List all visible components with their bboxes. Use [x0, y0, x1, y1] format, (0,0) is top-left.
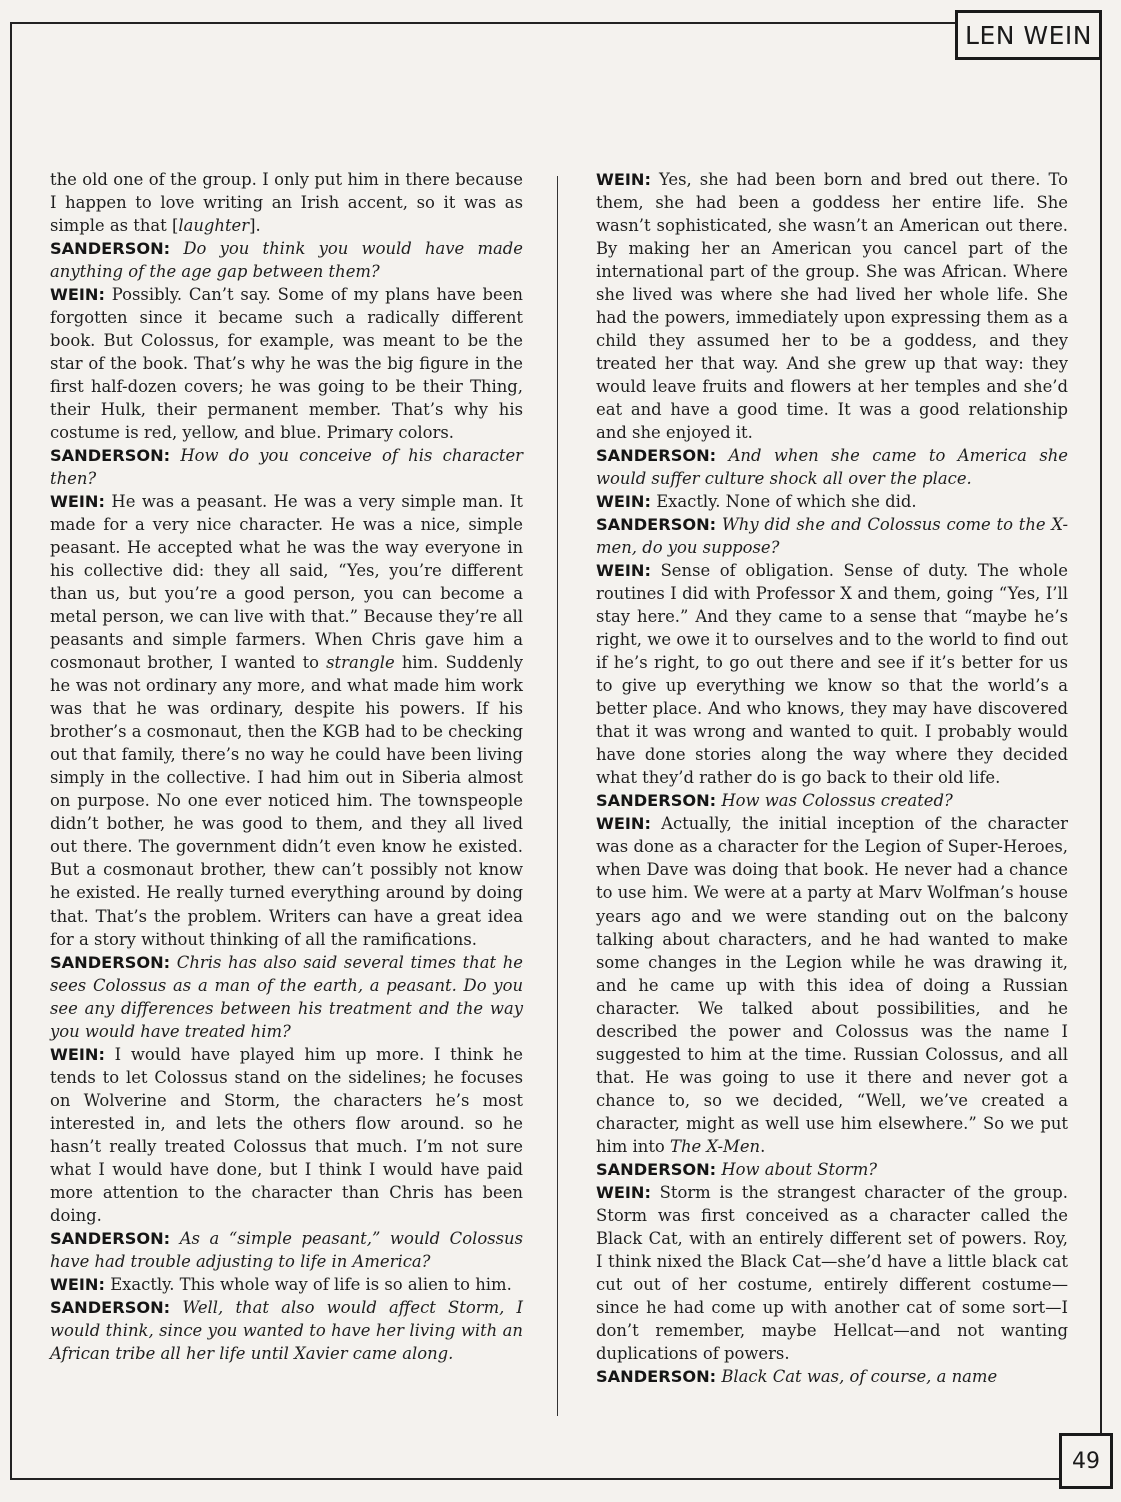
- speaker-label: WEIN:: [596, 561, 651, 581]
- answer-text: .: [760, 1136, 766, 1156]
- speaker-label: SANDERSON:: [596, 1159, 717, 1179]
- question-text: How about Storm?: [721, 1159, 878, 1179]
- question-paragraph: [50, 1296, 523, 1365]
- frame-right-line: [1100, 60, 1102, 1434]
- answer-paragraph: [50, 283, 523, 444]
- question-paragraph: [50, 237, 523, 283]
- speaker-label: WEIN:: [50, 492, 105, 512]
- speaker-label: SANDERSON:: [50, 1297, 171, 1317]
- question-paragraph: [596, 444, 1068, 490]
- answer-paragraph: [596, 812, 1068, 1157]
- answer-text: ].: [249, 216, 261, 236]
- speaker-label: WEIN:: [596, 1182, 651, 1202]
- emphasis-text: strangle: [326, 653, 395, 673]
- answer-text: Possibly. Can’t say. Some of my plans have been forgotten since it became such a radically different book. But Colossus, for example, was meant to be the star of the book. That’s why he was the big figure in the first half-dozen covers; he was going to be their Thing, their Hulk, their permanent member. That’s why his costume is red, yellow, and blue. Primary colors.: [50, 285, 523, 443]
- speaker-label: WEIN:: [596, 814, 651, 834]
- answer-text: the old one of the group. I only put him in there because I happen to love writing an Irish accent, so it was as simple as that [: [50, 170, 523, 236]
- question-paragraph: [596, 513, 1068, 559]
- question-paragraph: [596, 1158, 1068, 1181]
- question-paragraph: [50, 951, 523, 1043]
- frame-bottom-line: [10, 1478, 1060, 1480]
- question-text: And when she came to America she would suffer culture shock all over the place.: [596, 446, 1068, 489]
- speaker-label: WEIN:: [596, 492, 651, 512]
- question-paragraph: [50, 1227, 523, 1273]
- question-text: Do you think you would have made anything of the age gap between them?: [50, 239, 523, 282]
- frame-left-line: [10, 22, 12, 1480]
- answer-paragraph: [596, 490, 1068, 513]
- answer-paragraph: [596, 559, 1068, 789]
- question-paragraph: [50, 444, 523, 490]
- emphasis-text: laughter: [178, 216, 250, 236]
- answer-paragraph: [50, 1273, 523, 1296]
- question-text: Well, that also would affect Storm, I would think, since you wanted to have her living with an African tribe all her life until Xavier came along.: [50, 1297, 523, 1363]
- speaker-label: SANDERSON:: [596, 791, 717, 811]
- answer-paragraph: [596, 1181, 1068, 1365]
- answer-text: Exactly. This whole way of life is so alien to him.: [110, 1274, 512, 1294]
- answer-text: I would have played him up more. I think he tends to let Colossus stand on the sidelines; he focuses on Wolverine and Storm, the characters he’s most interested in, and lets the others flow around. so he hasn’t really treated Colossus that much. I’m not sure what I would have done, but I think I would have paid more attention to the character than Chris has been doing.: [50, 1044, 523, 1225]
- page-number: 49: [1072, 1448, 1100, 1474]
- column-divider: [557, 176, 558, 1416]
- page-number-box: [1059, 1433, 1113, 1489]
- speaker-label: SANDERSON:: [596, 515, 717, 535]
- speaker-label: WEIN:: [50, 1274, 105, 1294]
- emphasis-text: The X-Men: [670, 1136, 761, 1156]
- answer-text: Yes, she had been born and bred out there. To them, she had been a goddess her entire life. She wasn’t sophisticated, she wasn’t an American out there. By making her an American you cancel part of the international part of the group. She was African. Where she lived was where she had lived her whole life. She had the powers, immediately upon expressing them as a child they assumed her to be a goddess, and they treated her that way. And she grew up that way: they would leave fruits and flowers at her temples and she’d eat and have a good time. It was a good relationship and she enjoyed it.: [596, 170, 1068, 443]
- speaker-label: SANDERSON:: [596, 1366, 717, 1386]
- question-text: Chris has also said several times that he sees Colossus as a man of the earth, a peasant. Do you see any differences between his treatment and the way you would have treated him?: [50, 952, 524, 1041]
- answer-text: Exactly. None of which she did.: [656, 492, 917, 512]
- question-text: How was Colossus created?: [721, 791, 953, 811]
- frame-top-line: [10, 22, 956, 24]
- question-text: How do you conceive of his character then?: [50, 446, 523, 489]
- speaker-label: SANDERSON:: [596, 446, 717, 466]
- speaker-label: SANDERSON:: [50, 239, 171, 259]
- question-paragraph: [596, 789, 1068, 812]
- speaker-label: SANDERSON:: [50, 1228, 171, 1248]
- text-paragraph: [50, 168, 523, 237]
- answer-paragraph: [596, 168, 1068, 444]
- speaker-label: SANDERSON:: [50, 952, 171, 972]
- answer-text: him. Suddenly he was not ordinary any more, and what made him work was that he was ordinary, despite his powers. If his brother’s a cosmonaut, then the KGB had to be checking out that family, there’s no way he could have been living simply in the collective. I had him out in Siberia almost on purpose. No one ever noticed him. The townspeople didn’t bother, he was good to them, and they all lived out there. The government didn’t even know he existed. But a cosmonaut brother, thew can’t possibly not know he existed. He really turned everything around by doing that. That’s the problem. Writers can have a great idea for a story without thinking of all the ramifications.: [50, 653, 524, 949]
- speaker-label: WEIN:: [50, 1044, 105, 1064]
- author-name: LEN WEIN: [965, 20, 1092, 50]
- question-text: Why did she and Colossus come to the X-men, do you suppose?: [596, 515, 1068, 558]
- answer-text: Actually, the initial inception of the character was done as a character for the Legion of Super-Heroes, when Dave was doing that book. He never had a chance to use him. We were at a party at Marv Wolfman’s house years ago and we were standing out on the balcony talking about characters, and he had wanted to make some changes in the Legion while he was drawing it, and he came up with this idea of doing a Russian character. We talked about possibilities, and he described the power and Colossus was the name I suggested to him at the time. Russian Colossus, and all that. He was going to use it there and never got a chance to, so we decided, “Well, we’ve created a character, might as well use him elsewhere.” So we put him into: [596, 814, 1068, 1156]
- answer-text: Storm is the strangest character of the group. Storm was first conceived as a character called the Black Cat, with an entirely different set of powers. Roy, I think nixed the Black Cat—she’d have a little black cat cut out of her costume, entirely different costume—since he had come up with another cat of some sort—I don’t remember, maybe Hellcat—and not wanting duplications of powers.: [596, 1182, 1068, 1363]
- question-paragraph: [596, 1365, 1068, 1388]
- speaker-label: WEIN:: [50, 285, 105, 305]
- right-column: [596, 168, 1068, 1388]
- question-text: Black Cat was, of course, a name: [721, 1366, 998, 1386]
- answer-paragraph: [50, 1043, 523, 1227]
- answer-text: He was a peasant. He was a very simple man. It made for a very nice character. He was a nice, simple peasant. He accepted what he was the way everyone in his collective did: they all said, “Yes, you’re different than us, but you’re a good person, you can become a metal person, we can live with that.” Because they’re all peasants and simple farmers. When Chris gave him a cosmonaut brother, I wanted to: [50, 492, 523, 673]
- answer-text: Sense of obligation. Sense of duty. The whole routines I did with Professor X and them, going “Yes, I’ll stay here.” And they came to a sense that “maybe he’s right, we owe it to ourselves and to the world to find out if he’s right, to go out there and see if it’s better for us to give up everything we know so that the world’s a better place. And who knows, they may have discovered that it was wrong and wanted to quit. I probably would have done stories along the way where they decided what they’d rather do is go back to their old life.: [596, 561, 1068, 788]
- answer-paragraph: [50, 490, 523, 950]
- speaker-label: WEIN:: [596, 170, 651, 189]
- question-text: As a “simple peasant,” would Colossus have had trouble adjusting to life in America?: [50, 1228, 523, 1271]
- running-header: [955, 10, 1102, 60]
- speaker-label: SANDERSON:: [50, 446, 171, 466]
- left-column: [50, 168, 523, 1365]
